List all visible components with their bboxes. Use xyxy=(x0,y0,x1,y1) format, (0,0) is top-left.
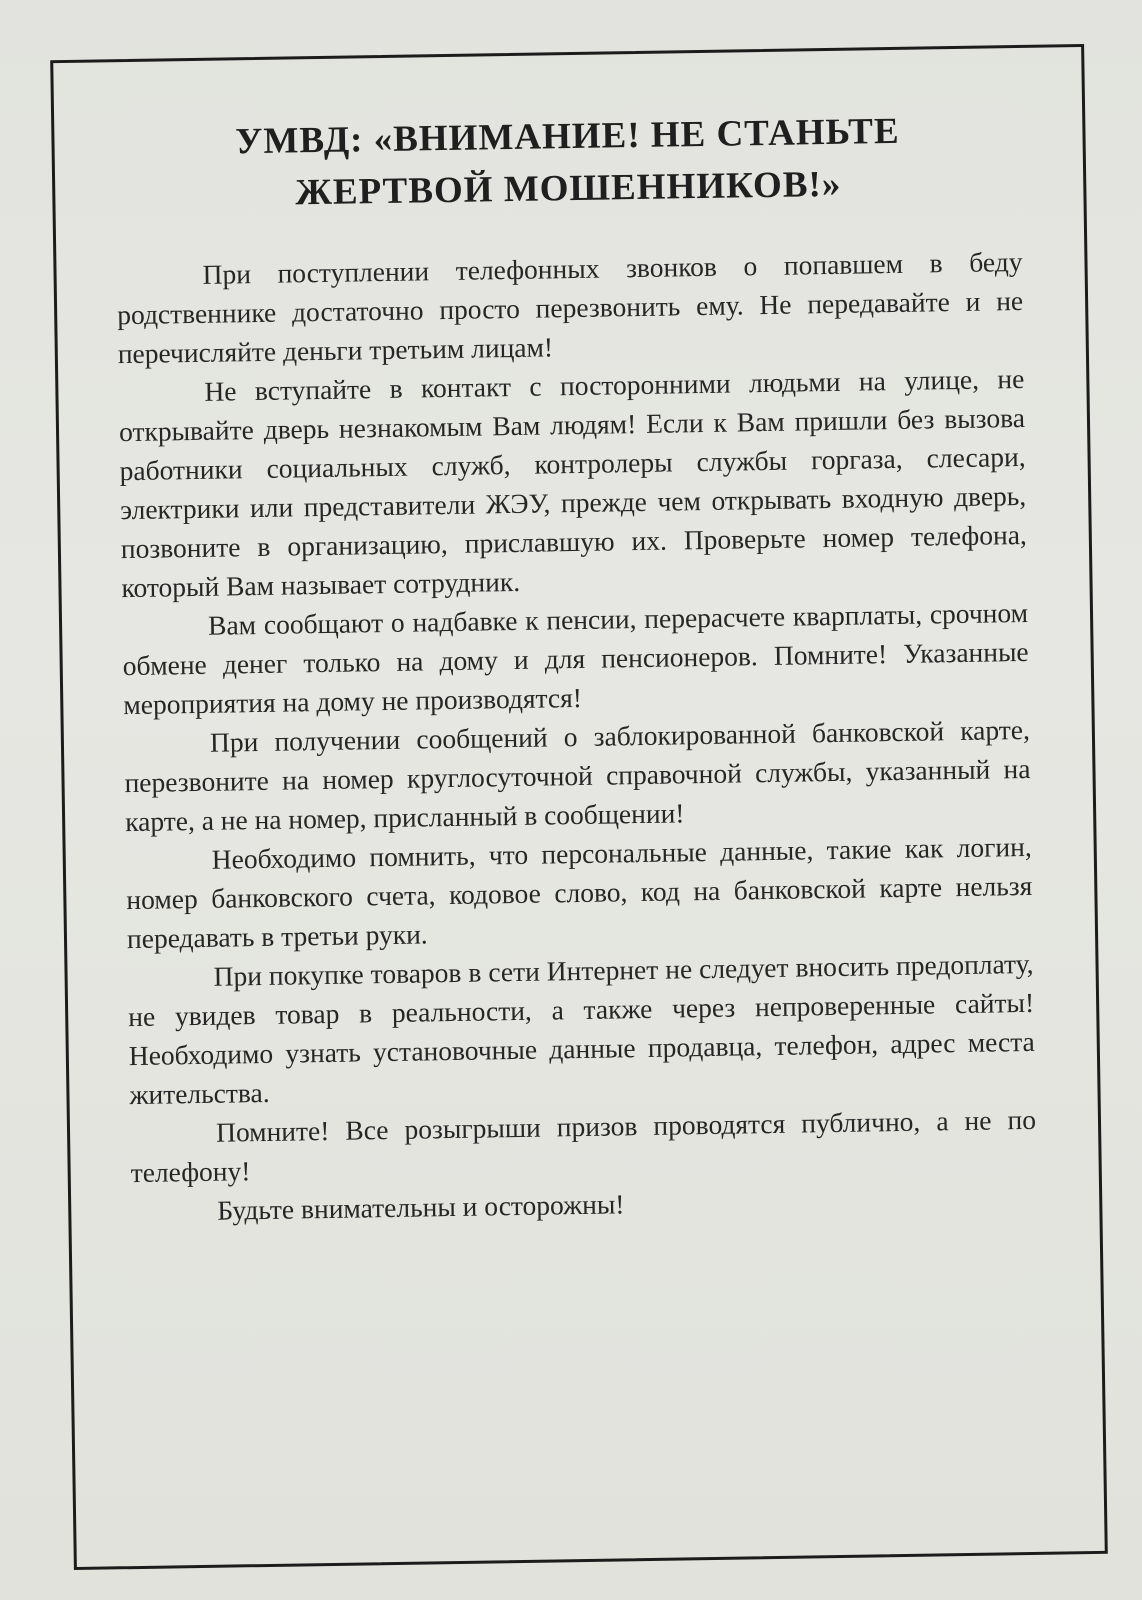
paragraph-pension: Вам сообщают о надбавке к пенсии, перерасчете кварплаты, срочном обмене денег только на дому и для пенсионеров. Помните! Указанные мероприятия на дому не производятся! xyxy=(122,596,1029,721)
notice-title xyxy=(114,104,1022,222)
paragraph-closing: Будьте внимательны и осторожны! xyxy=(217,1188,625,1226)
paragraph-callback-relative: При поступлении телефонных звонков о попавшем в беду родственнике достаточно просто перезвонить ему. Не передавайте и не перечисляйте деньги третьим лицам! xyxy=(116,245,1024,370)
paragraph-prize-draws: Помните! Все розыгрыши призов проводятся публично, а не по телефону! xyxy=(130,1103,1037,1189)
paragraph-personal-data: Необходимо помнить, что персональные данные, такие как логин, номер банковского счета, кодовое слово, код на банковской карте нельзя передавать в третьи руки. xyxy=(126,830,1033,955)
title-line-2: ЖЕРТВОЙ МОШЕННИКОВ!» xyxy=(294,163,842,214)
paragraph-strangers: Не вступайте в контакт с посторонними людьми на улице, не открывайте дверь незнакомым Вам людям! Если к Вам пришли без вызова работники социальных служб, контролеры службы горгаза, слесари, электрики или представители ЖЭУ, прежде чем открывать входную дверь, позвоните в организацию, приславшую их. Проверьте номер телефона, который Вам называет сотрудник. xyxy=(118,362,1028,604)
title-line-1: УМВД: «ВНИМАНИЕ! НЕ СТАНЬТЕ xyxy=(234,110,900,163)
paragraph-online-shopping: При покупке товаров в сети Интернет не следует вносить предоплату, не увидев товар в реальности, а также через непроверенные сайты! Необходимо узнать установочные данные продавца, телефон, адрес места жительства. xyxy=(127,947,1035,1111)
notice-frame xyxy=(50,44,1108,1570)
paragraph-blocked-card: При получении сообщений о заблокированной банковской карте, перезвоните на номер круглосуточной справочной службы, указанный на карте, а не на номер, присланный в сообщении! xyxy=(124,713,1031,838)
notice-content xyxy=(114,104,1037,1231)
